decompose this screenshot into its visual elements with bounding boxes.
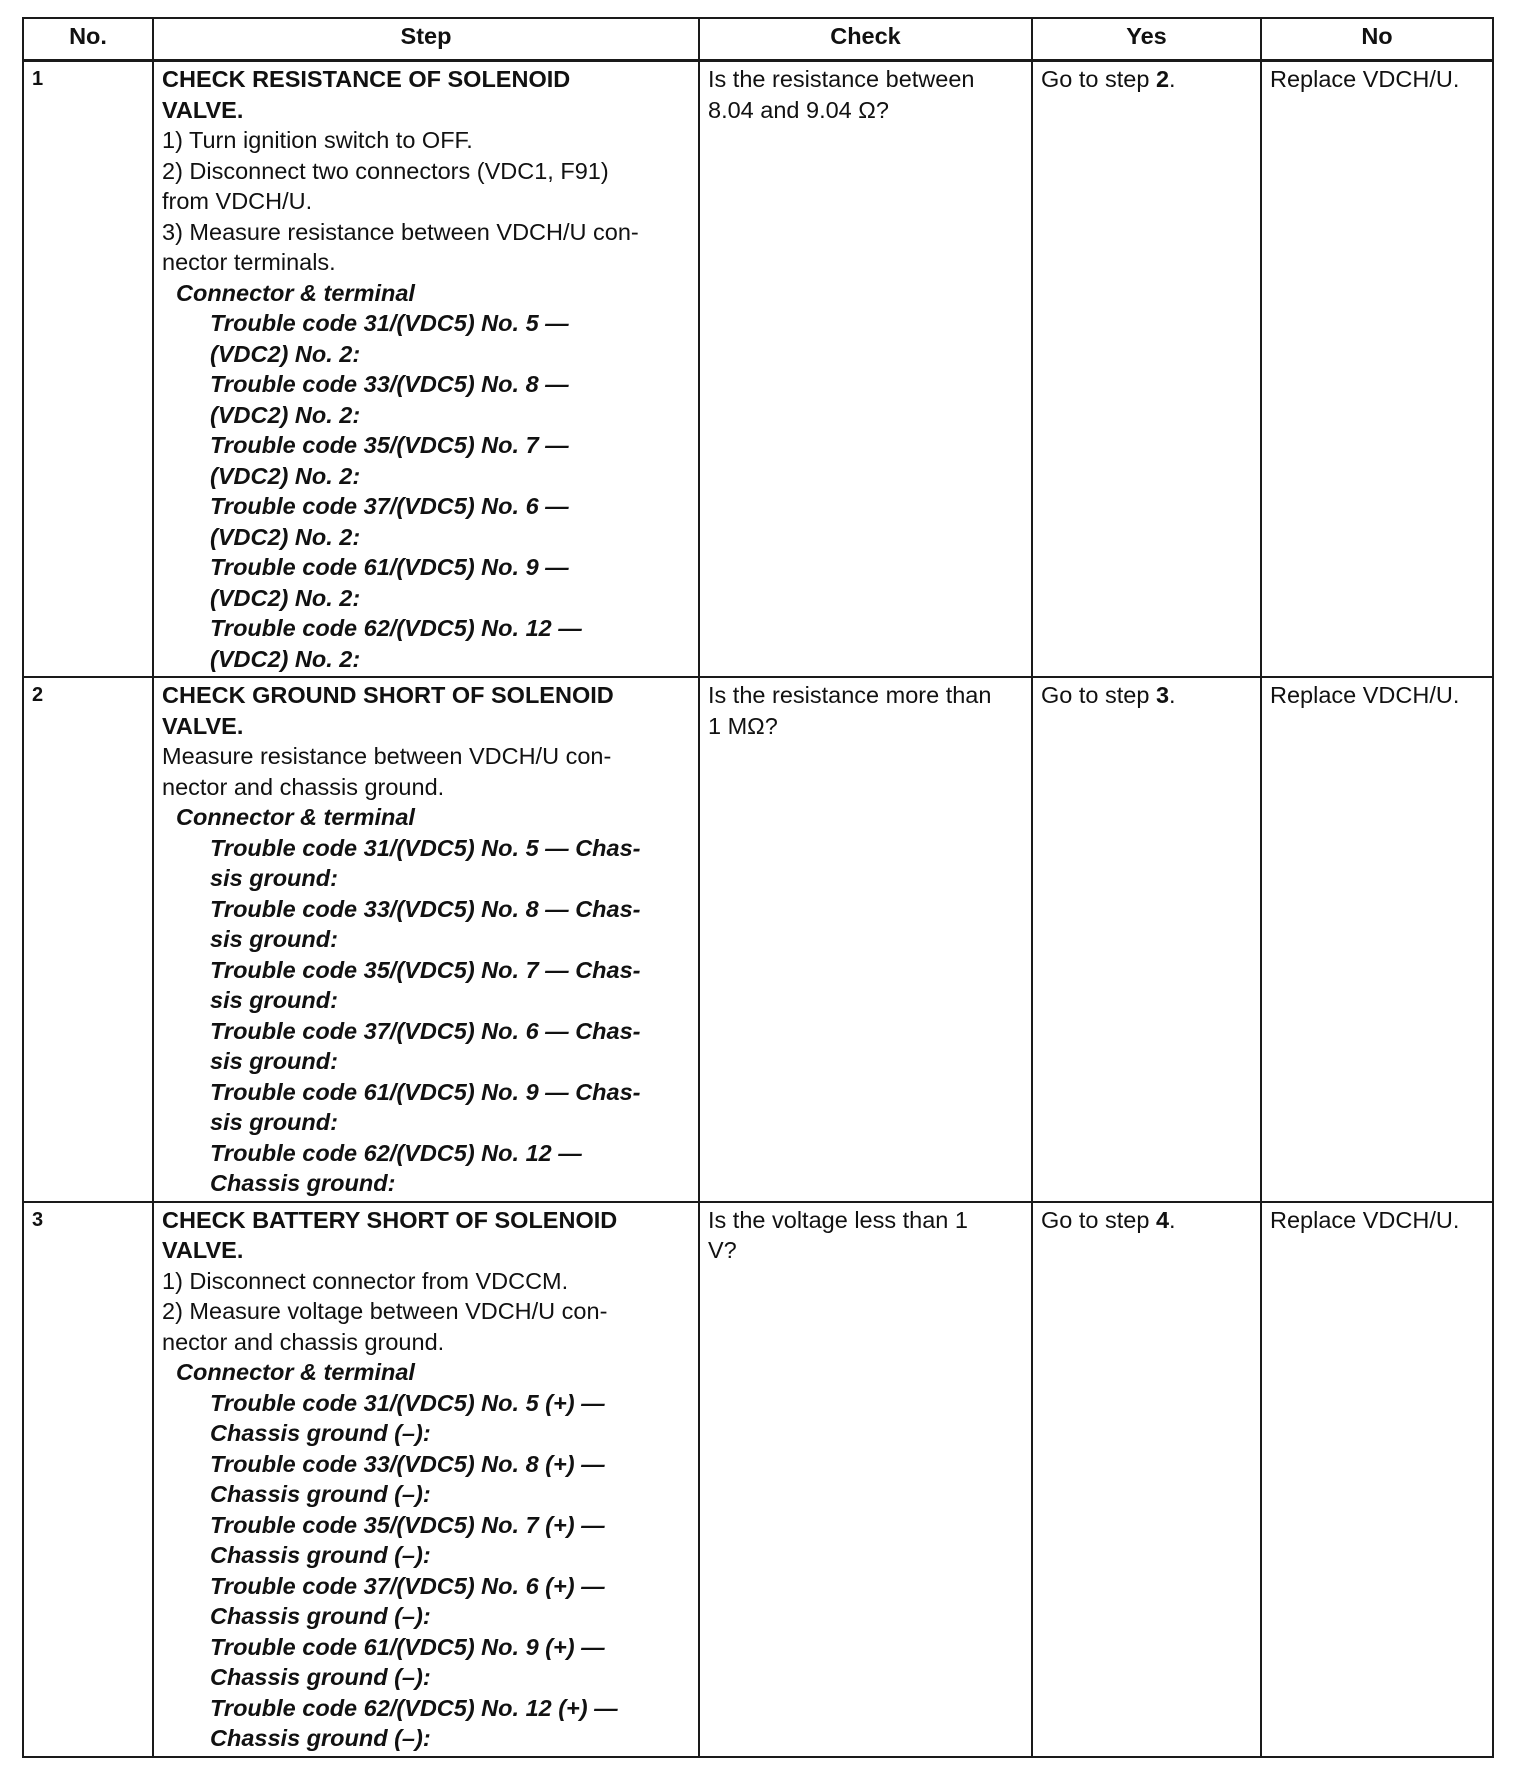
step-title: CHECK GROUND SHORT OF SOLENOID xyxy=(162,682,614,708)
yes-step-number: 4 xyxy=(1155,1206,1170,1233)
terminal-line: sis ground: xyxy=(210,1048,338,1074)
terminal-line: Trouble code 31/(VDC5) No. 5 — Chas- xyxy=(210,834,641,861)
terminal-line: Trouble code 62/(VDC5) No. 12 — xyxy=(210,1139,582,1166)
step-cell xyxy=(153,61,699,678)
terminal-line: (VDC2) No. 2: xyxy=(210,401,361,428)
terminal-line: Trouble code 33/(VDC5) No. 8 (+) — xyxy=(210,1450,605,1477)
terminal-line: Chassis ground (–): xyxy=(210,1725,431,1751)
yes-text: Go to step xyxy=(1041,682,1156,708)
terminal-line: (VDC2) No. 2: xyxy=(210,645,361,672)
terminal-line: (VDC2) No. 2: xyxy=(210,462,361,489)
table-row xyxy=(23,677,1493,1202)
step-title: VALVE. xyxy=(162,96,244,123)
terminal-line: Chassis ground (–): xyxy=(210,1664,431,1690)
header-check: Check xyxy=(699,18,1032,61)
check-text: V? xyxy=(708,1237,737,1263)
terminal-line: sis ground: xyxy=(210,865,338,891)
step-title: VALVE. xyxy=(162,712,244,739)
terminal-line: Trouble code 61/(VDC5) No. 9 — Chas- xyxy=(210,1078,641,1105)
terminal-line: Trouble code 35/(VDC5) No. 7 — Chas- xyxy=(210,956,641,983)
check-text: 8.04 and 9.04 Ω? xyxy=(708,96,889,123)
terminal-line: Trouble code 61/(VDC5) No. 9 — xyxy=(210,554,569,580)
check-text: Is the resistance more than xyxy=(708,682,992,708)
step-instruction: nector and chassis ground. xyxy=(162,773,445,800)
no-action-cell: Replace VDCH/U. xyxy=(1261,61,1493,678)
terminal-line: Chassis ground: xyxy=(210,1170,396,1196)
check-text: 1 MΩ? xyxy=(708,712,778,739)
terminal-line: Trouble code 37/(VDC5) No. 6 — Chas- xyxy=(210,1017,641,1044)
connector-heading: Connector & terminal xyxy=(176,804,415,830)
step-number: 3 xyxy=(23,1202,153,1757)
step-instruction: nector terminals. xyxy=(162,249,336,275)
step-instruction: from VDCH/U. xyxy=(162,188,313,214)
table-header xyxy=(23,18,1493,61)
header-no-action: No xyxy=(1261,18,1493,61)
terminal-line: Trouble code 35/(VDC5) No. 7 (+) — xyxy=(210,1511,605,1538)
check-cell xyxy=(699,1202,1032,1757)
step-number: 1 xyxy=(23,61,153,678)
yes-step-number: 2 xyxy=(1155,66,1170,92)
terminal-line: Chassis ground (–): xyxy=(210,1603,431,1629)
connector-heading: Connector & terminal xyxy=(176,1359,415,1385)
diagnostic-table xyxy=(22,17,1494,1758)
table-row xyxy=(23,1202,1493,1757)
terminal-line: (VDC2) No. 2: xyxy=(210,340,361,367)
check-cell xyxy=(699,677,1032,1202)
yes-step-number: 3 xyxy=(1155,682,1170,708)
terminal-line: Trouble code 62/(VDC5) No. 12 (+) — xyxy=(210,1694,618,1721)
terminal-line: sis ground: xyxy=(210,926,338,952)
yes-cell xyxy=(1032,677,1261,1202)
step-title: CHECK BATTERY SHORT OF SOLENOID xyxy=(162,1206,618,1233)
yes-cell xyxy=(1032,61,1261,678)
terminal-line: Trouble code 35/(VDC5) No. 7 — xyxy=(210,432,569,458)
step-cell xyxy=(153,1202,699,1757)
step-number: 2 xyxy=(23,677,153,1202)
terminal-line: sis ground: xyxy=(210,1109,338,1135)
terminal-line: Chassis ground (–): xyxy=(210,1420,431,1446)
header-step: Step xyxy=(153,18,699,61)
terminal-line: (VDC2) No. 2: xyxy=(210,523,361,550)
check-text: Is the resistance between xyxy=(708,66,975,92)
terminal-line: Trouble code 33/(VDC5) No. 8 — Chas- xyxy=(210,895,641,922)
check-text: Is the voltage less than 1 xyxy=(708,1206,968,1233)
step-instruction: Measure resistance between VDCH/U con- xyxy=(162,743,612,769)
terminal-line: Chassis ground (–): xyxy=(210,1542,431,1568)
terminal-line: Trouble code 31/(VDC5) No. 5 — xyxy=(210,310,569,336)
step-instruction: 3) Measure resistance between VDCH/U con- xyxy=(162,218,639,245)
no-action-cell: Replace VDCH/U. xyxy=(1261,677,1493,1202)
terminal-line: Trouble code 37/(VDC5) No. 6 — xyxy=(210,493,569,519)
step-title: CHECK RESISTANCE OF SOLENOID xyxy=(162,66,571,92)
table-body xyxy=(23,61,1493,1757)
header-yes: Yes xyxy=(1032,18,1261,61)
step-instruction: 2) Measure voltage between VDCH/U con- xyxy=(162,1298,608,1324)
terminal-line: Trouble code 31/(VDC5) No. 5 (+) — xyxy=(210,1389,605,1416)
step-cell xyxy=(153,677,699,1202)
terminal-line: (VDC2) No. 2: xyxy=(210,584,361,611)
terminal-line: Chassis ground (–): xyxy=(210,1481,431,1507)
terminal-line: Trouble code 33/(VDC5) No. 8 — xyxy=(210,371,569,397)
header-row xyxy=(23,18,1493,61)
no-action-cell: Replace VDCH/U. xyxy=(1261,1202,1493,1757)
header-no: No. xyxy=(23,18,153,61)
yes-text: Go to step xyxy=(1041,66,1156,92)
step-title: VALVE. xyxy=(162,1237,244,1263)
yes-cell xyxy=(1032,1202,1261,1757)
terminal-line: Trouble code 37/(VDC5) No. 6 (+) — xyxy=(210,1572,605,1599)
yes-text-end: . xyxy=(1169,682,1176,708)
terminal-line: Trouble code 62/(VDC5) No. 12 — xyxy=(210,615,582,641)
yes-text-end: . xyxy=(1169,66,1176,92)
step-instruction: 2) Disconnect two connectors (VDC1, F91) xyxy=(162,157,609,184)
step-instruction: 1) Disconnect connector from VDCCM. xyxy=(162,1267,569,1294)
table-row xyxy=(23,61,1493,678)
step-instruction: 1) Turn ignition switch to OFF. xyxy=(162,127,473,153)
yes-text-end: . xyxy=(1169,1206,1176,1233)
yes-text: Go to step xyxy=(1041,1206,1156,1233)
terminal-line: sis ground: xyxy=(210,987,338,1013)
step-instruction: nector and chassis ground. xyxy=(162,1328,445,1355)
connector-heading: Connector & terminal xyxy=(176,279,415,306)
terminal-line: Trouble code 61/(VDC5) No. 9 (+) — xyxy=(210,1633,605,1660)
check-cell xyxy=(699,61,1032,678)
